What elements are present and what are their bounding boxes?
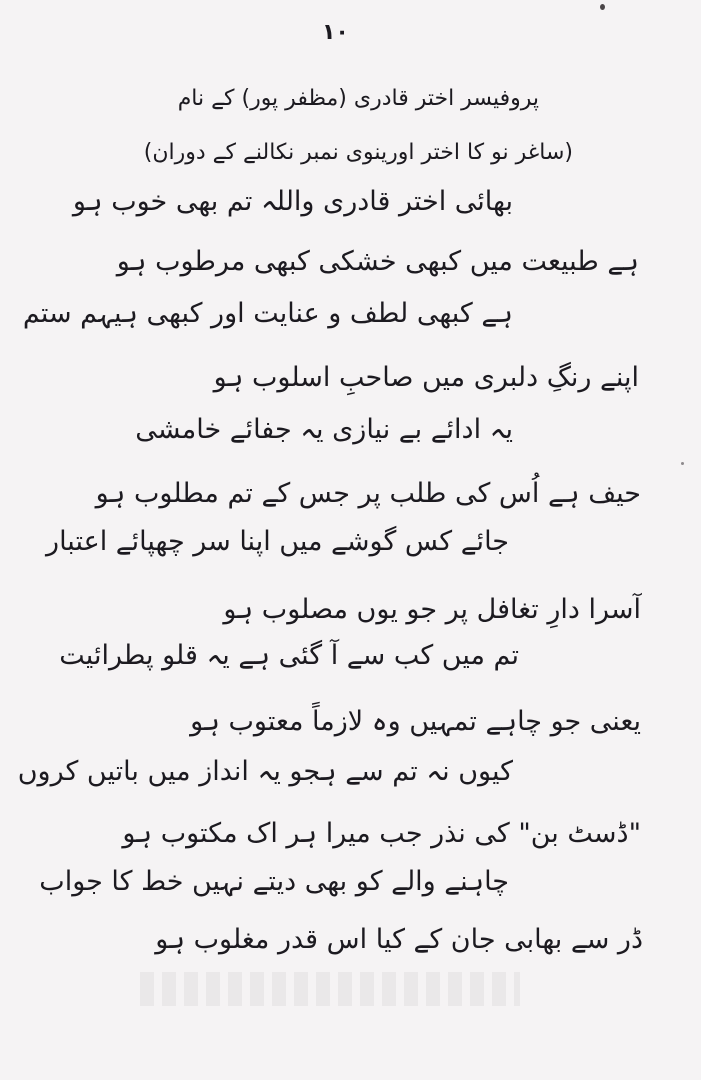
heading-line-1: پروفیسر اختر قادری (مظفر پور) کے نام	[177, 86, 539, 111]
verse-line: بھائی اختر قادری واللہ تم بھی خوب ہو	[72, 186, 513, 217]
verse-line: ہے طبیعت میں کبھی خشکی کبھی مرطوب ہو	[116, 246, 639, 277]
verse-line: چاہنے والے کو بھی دیتے نہیں خط کا جواب	[39, 866, 509, 897]
verse-line: ہے کبھی لطف و عنایت اور کبھی ہیہم ستم	[22, 298, 513, 329]
verse-line: ڈر سے بھابی جان کے کیا اس قدر مغلوب ہو	[155, 924, 643, 955]
page-number: ۱۰	[322, 20, 349, 45]
heading-line-2: (ساغر نو کا اختر اورینوی نمبر نکالنے کے دوران)	[143, 140, 573, 165]
verse-line: تم میں کب سے آ گئی ہے یہ قلو پطرائیت	[59, 640, 519, 671]
verse-line: جائے کس گوشے میں اپنا سر چھپائے اعتبار	[46, 526, 509, 557]
verse-line: "ڈسٹ بن" کی نذر جب میرا ہر اک مکتوب ہو	[122, 818, 641, 849]
verse-line: آسرا دارِ تغافل پر جو یوں مصلوب ہو	[223, 594, 641, 625]
verse-line: یہ ادائے بے نیازی یہ جفائے خامشی	[135, 414, 513, 445]
ink-speck	[681, 462, 684, 465]
verse-line: حیف ہے اُس کی طلب پر جس کے تم مطلوب ہو	[95, 478, 641, 509]
verse-line: یعنی جو چاہے تمہیں وہ لازماً معتوب ہو	[190, 706, 641, 737]
verse-line: کیوں نہ تم سے ہجو یہ انداز میں باتیں کروں	[17, 756, 513, 787]
ink-speck	[600, 4, 605, 10]
bleed-through-text	[140, 972, 520, 1006]
verse-line: اپنے رنگِ دلبری میں صاحبِ اسلوب ہو	[213, 362, 639, 393]
